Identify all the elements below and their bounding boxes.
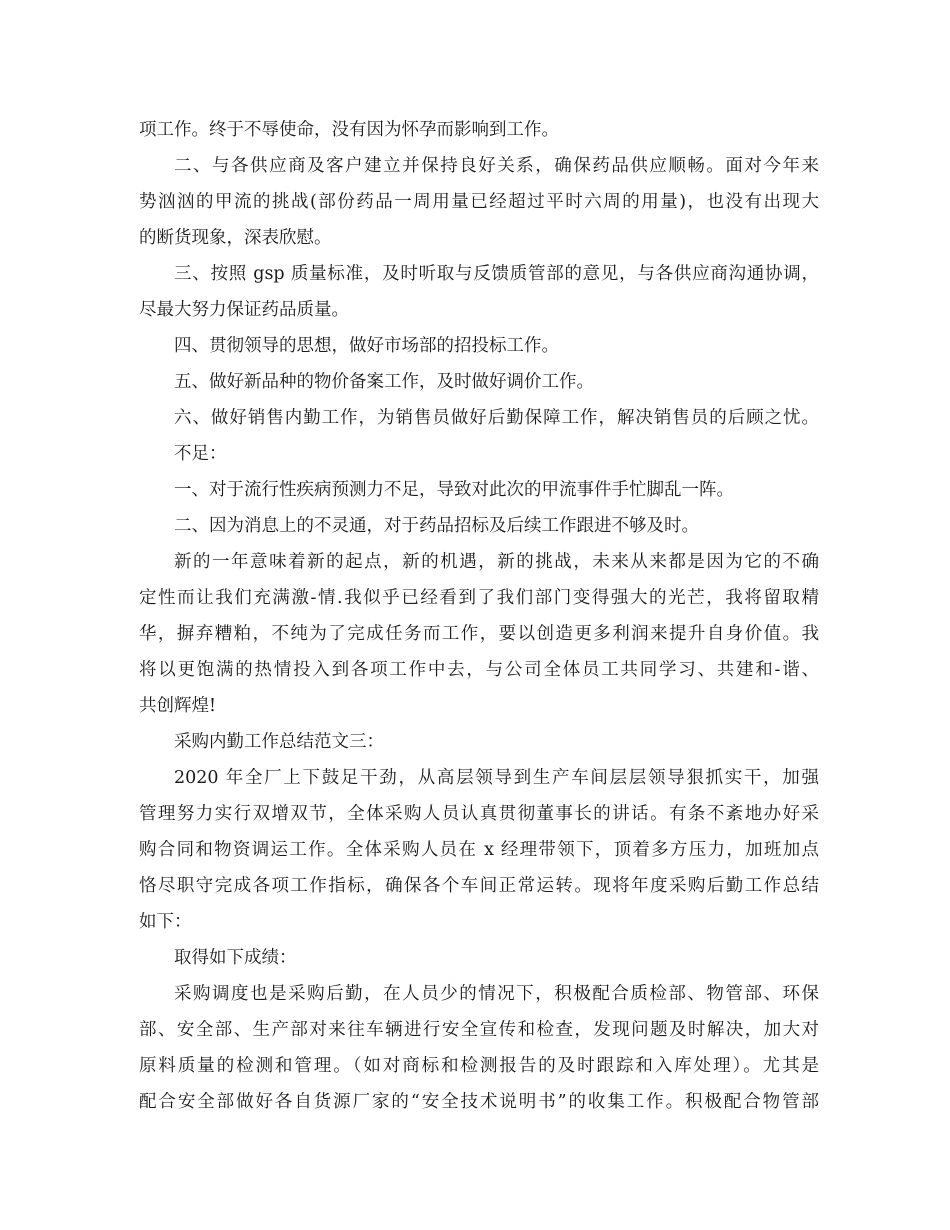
- text-line: 二、因为消息上的不灵通，对于药品招标及后续工作跟进不够及时。: [174, 516, 699, 536]
- text-line: 定性而让我们充满激-情.我似乎已经看到了我们部门变得强大的光芒，我将留取精: [139, 588, 819, 608]
- text-line: 将以更饱满的热情投入到各项工作中去，与公司全体员工共同学习、共建和-谐、: [139, 660, 819, 680]
- text-line: 华，摒弃糟粕，不纯为了完成任务而工作，要以创造更多利润来提升自身价值。我: [139, 624, 819, 644]
- text-line: 尽最大努力保证药品质量。: [139, 300, 349, 320]
- text-line: 六、做好销售内勤工作，为销售员做好后勤保障工作，解决销售员的后顾之忧。: [174, 408, 819, 428]
- text-line: 三、按照 gsp 质量标准，及时听取与反馈质管部的意见，与各供应商沟通协调，: [174, 264, 819, 284]
- text-line: 二、与各供应商及客户建立并保持良好关系，确保药品供应顺畅。面对今年来: [174, 156, 819, 176]
- text-line: 2020 年全厂上下鼓足干劲，从高层领导到生产车间层层领导狠抓实干，加强: [174, 768, 819, 788]
- text-line: 四、贯彻领导的思想，做好市场部的招投标工作。: [174, 336, 559, 356]
- document-body: [139, 112, 819, 1120]
- text-line: 不足：: [174, 444, 227, 464]
- text-line: 取得如下成绩：: [174, 948, 297, 968]
- text-line: 配合安全部做好各自货源厂家的“安全技术说明书”的收集工作。积极配合物管部: [139, 1092, 819, 1112]
- text-line: 原料质量的检测和管理。（如对商标和检测报告的及时跟踪和入库处理）。尤其是: [139, 1056, 819, 1076]
- text-line: 五、做好新品种的物价备案工作，及时做好调价工作。: [174, 372, 594, 392]
- text-line: 部、安全部、生产部对来往车辆进行安全宣传和检查，发现问题及时解决，加大对: [139, 1020, 819, 1040]
- text-line: 采购调度也是采购后勤，在人员少的情况下，积极配合质检部、物管部、环保: [174, 984, 819, 1004]
- text-line: 购合同和物资调运工作。全体采购人员在 x 经理带领下，顶着多方压力，加班加点: [139, 840, 819, 860]
- text-line: 势汹汹的甲流的挑战(部份药品一周用量已经超过平时六周的用量)，也没有出现大: [139, 192, 819, 212]
- text-line: 管理努力实行双增双节，全体采购人员认真贯彻董事长的讲话。有条不紊地办好采: [139, 804, 819, 824]
- text-line: 如下：: [139, 912, 192, 932]
- text-line: 一、对于流行性疾病预测力不足，导致对此次的甲流事件手忙脚乱一阵。: [174, 480, 734, 500]
- text-line: 共创辉煌!: [139, 696, 217, 716]
- text-line: 恪尽职守完成各项工作指标，确保各个车间正常运转。现将年度采购后勤工作总结: [139, 876, 819, 896]
- text-line: 的断货现象，深表欣慰。: [139, 228, 332, 248]
- text-line: 新的一年意味着新的起点，新的机遇，新的挑战，未来从来都是因为它的不确: [174, 552, 819, 572]
- text-line: 项工作。终于不辱使命，没有因为怀孕而影响到工作。: [139, 120, 559, 140]
- text-line: 采购内勤工作总结范文三：: [174, 732, 384, 752]
